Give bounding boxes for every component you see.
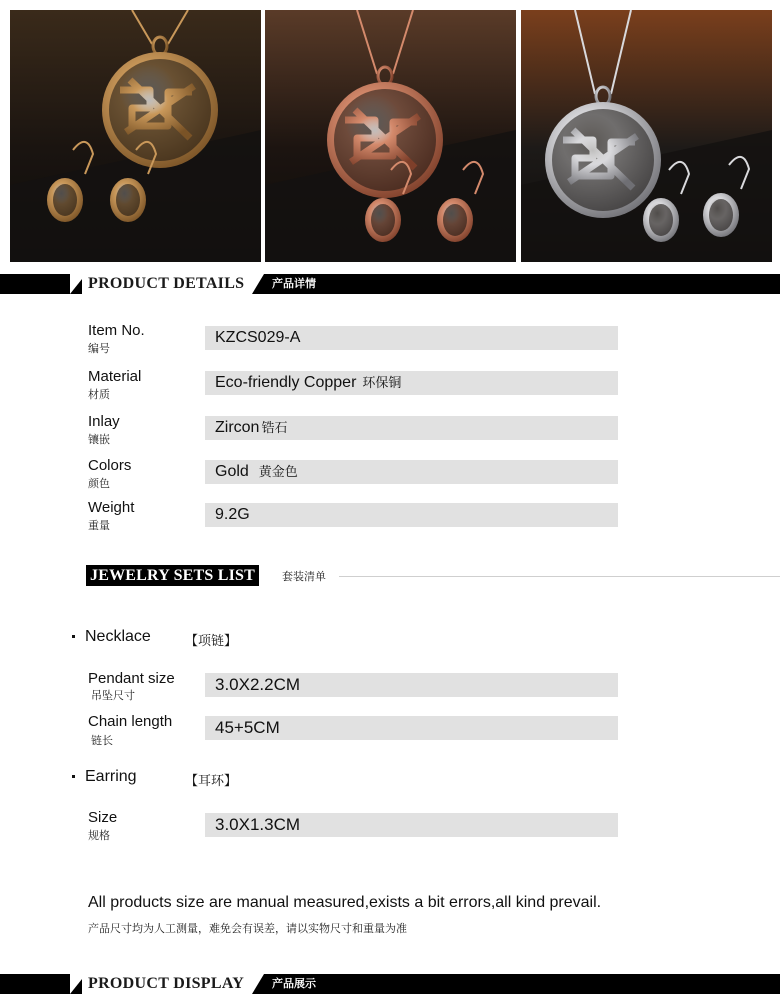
detail-label-zh: 镶嵌 (88, 434, 110, 446)
detail-label-zh: 编号 (88, 343, 110, 355)
bullet-dot (72, 775, 75, 778)
product-photo-drawing (521, 10, 772, 262)
earring-cutout (649, 204, 673, 236)
earring-label: Earring (85, 768, 137, 785)
earring-cutout (443, 204, 467, 236)
jewelry-sets-list-title: JEWELRY SETS LIST (86, 565, 259, 586)
detail-value: 45+5CM (215, 718, 280, 737)
detail-label-zh: 规格 (88, 830, 110, 842)
detail-label-zh: 吊坠尺寸 (91, 690, 135, 702)
detail-value-zh: 黄金色 (258, 464, 298, 479)
detail-label-zh: 链长 (91, 735, 113, 747)
bullet-dot (72, 635, 75, 638)
detail-value-box (205, 813, 618, 837)
product-photo-silver[interactable] (521, 10, 772, 262)
detail-value: 9.2G (215, 506, 250, 523)
product-details-banner (0, 274, 780, 294)
detail-label: Inlay (88, 413, 120, 430)
necklace-label-zh: 【项链】 (185, 633, 238, 648)
product-photo-strip (10, 10, 772, 262)
product-photo-rose-gold[interactable] (265, 10, 516, 262)
detail-value-box (205, 503, 618, 527)
detail-value: KZCS029-A (215, 329, 301, 346)
detail-label: Item No. (88, 322, 145, 339)
heading-divider (339, 576, 780, 577)
measurement-note: All products size are manual measured,exists a bit errors,all kind prevail. (88, 894, 602, 911)
necklace-heading (72, 628, 238, 648)
detail-label: Colors (88, 457, 132, 474)
earring-cutout (709, 199, 733, 231)
detail-value-box (205, 416, 618, 440)
product-details-title-zh: 产品详情 (272, 278, 316, 290)
earring-cutout (53, 184, 77, 216)
detail-label: Pendant size (88, 670, 175, 687)
product-display-banner (0, 974, 780, 994)
detail-value: Gold (215, 463, 249, 480)
detail-value-zh: 环保铜 (362, 375, 402, 390)
detail-value-box (205, 673, 618, 697)
detail-label-zh: 材质 (88, 389, 110, 401)
detail-value-box (205, 716, 618, 740)
detail-label-zh: 颜色 (88, 478, 110, 490)
product-display-title-zh: 产品展示 (272, 978, 316, 990)
detail-value-zh: 锆石 (261, 420, 288, 435)
detail-label: Chain length (88, 713, 173, 730)
detail-value: Zircon (215, 419, 260, 436)
detail-value: 3.0X1.3CM (215, 815, 301, 834)
jewelry-sets-list-title-zh: 套装清单 (282, 571, 326, 583)
earring-heading (72, 768, 238, 788)
detail-label-zh: 重量 (88, 520, 110, 532)
detail-label: Size (88, 809, 118, 826)
detail-value: Eco-friendly Copper (215, 374, 357, 391)
detail-label: Weight (88, 499, 135, 516)
necklace-label: Necklace (85, 628, 151, 645)
detail-value-box (205, 460, 618, 484)
detail-value-box (205, 326, 618, 350)
measurement-note-zh: 产品尺寸均为人工测量，难免会有误差，请以实物尺寸和重量为准 (88, 923, 407, 935)
earring-cutout (116, 184, 140, 216)
detail-value-box (205, 371, 618, 395)
detail-label: Material (88, 368, 142, 385)
earring-label-zh: 【耳环】 (185, 773, 238, 788)
product-photo-drawing (265, 10, 516, 262)
product-details-title: PRODUCT DETAILS (82, 274, 252, 294)
product-photo-drawing (10, 10, 261, 262)
product-display-title: PRODUCT DISPLAY (82, 974, 252, 994)
earring-cutout (371, 204, 395, 236)
detail-value: 3.0X2.2CM (215, 675, 301, 694)
product-photo-gold[interactable] (10, 10, 261, 262)
